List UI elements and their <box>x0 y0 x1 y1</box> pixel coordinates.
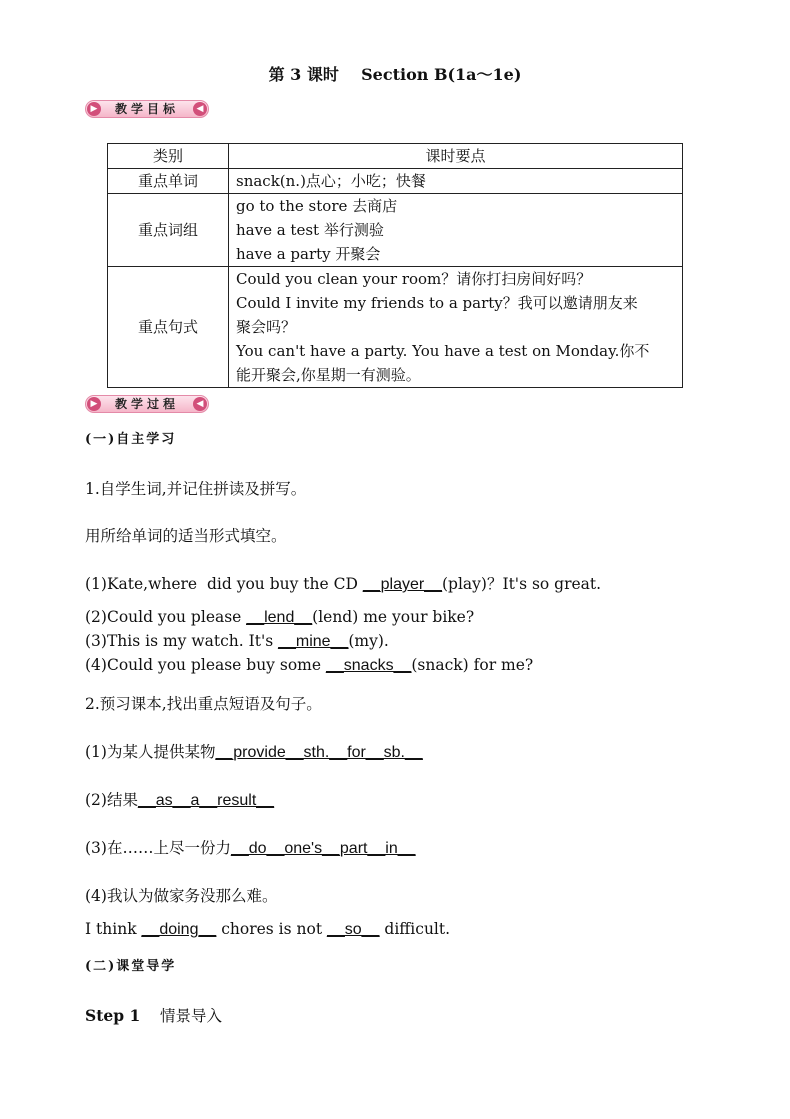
phrase-item: (1)为某人提供某物__provide__sth.__for__sb.__ <box>85 743 423 761</box>
answer-blank: __so__ <box>326 921 380 938</box>
row-category: 重点句式 <box>108 267 229 388</box>
arrow-right-icon: ▶ <box>87 397 101 411</box>
self-study-heading: (一)自主学习 <box>85 432 177 447</box>
answer-blank: __provide__sth.__for__sb.__ <box>215 744 423 761</box>
step-line <box>85 1004 222 1026</box>
teaching-process-banner: ▶ 教学过程 ◀ <box>85 395 209 413</box>
table-header-row <box>108 144 683 169</box>
table-row <box>108 169 683 194</box>
table-row <box>108 267 683 388</box>
teaching-goals-banner: ▶ 教学目标 ◀ <box>85 100 209 118</box>
phrase-item: (4)我认为做家务没那么难。 <box>85 887 278 905</box>
step-number: Step 1 <box>85 1006 141 1025</box>
table-row <box>108 194 683 267</box>
answer-blank: __lend__ <box>246 609 313 626</box>
fill-item: (3)This is my watch. It's __mine__(my). <box>85 632 389 650</box>
phrase-item: (3)在……上尽一份力__do__one's__part__in__ <box>85 839 416 857</box>
header-points: 课时要点 <box>229 144 683 169</box>
classroom-guide-heading: (二)课堂导学 <box>85 959 177 974</box>
answer-blank: __player__ <box>362 576 442 593</box>
sentence-item: I think __doing__ chores is not __so__ difficult. <box>85 920 451 938</box>
answer-blank: __mine__ <box>278 633 349 650</box>
row-content: Could you clean your room？请你打扫房间好吗？ Could I invite my friends to a party？我可以邀请朋友来 聚会吗？ You can't have a party. You have a test on Monday.你不 能开聚会,你星期一有测验。 <box>229 267 683 388</box>
arrow-left-icon: ◀ <box>193 102 207 116</box>
task1-instruction: 用所给单词的适当形式填空。 <box>85 527 287 545</box>
answer-blank: __as__a__result__ <box>137 792 275 809</box>
fill-item: (4)Could you please buy some __snacks__(snack) for me? <box>85 656 534 674</box>
answer-blank: __snacks__ <box>325 657 412 674</box>
fill-item: (2)Could you please __lend__(lend) me your bike? <box>85 608 475 626</box>
row-content: snack(n.)点心；小吃；快餐 <box>229 169 683 194</box>
step-title: 情景导入 <box>159 1007 222 1025</box>
lesson-title: 第 3 课时 Section B(1a～1e) <box>268 65 522 84</box>
answer-blank: __doing__ <box>141 921 217 938</box>
task1-title: 1.自学生词,并记住拼读及拼写。 <box>85 480 307 498</box>
row-category: 重点词组 <box>108 194 229 267</box>
answer-blank: __do__one's__part__in__ <box>230 840 416 857</box>
row-category: 重点单词 <box>108 169 229 194</box>
fill-item: (1)Kate,where did you buy the CD __player__(play)？It's so great. <box>85 575 602 593</box>
row-content: go to the store 去商店 have a test 举行测验 have a party 开聚会 <box>229 194 683 267</box>
arrow-left-icon: ◀ <box>193 397 207 411</box>
phrase-item: (2)结果__as__a__result__ <box>85 791 275 809</box>
task2-title: 2.预习课本,找出重点短语及句子。 <box>85 695 322 713</box>
key-points-table <box>107 143 683 388</box>
header-category: 类别 <box>108 144 229 169</box>
arrow-right-icon: ▶ <box>87 102 101 116</box>
